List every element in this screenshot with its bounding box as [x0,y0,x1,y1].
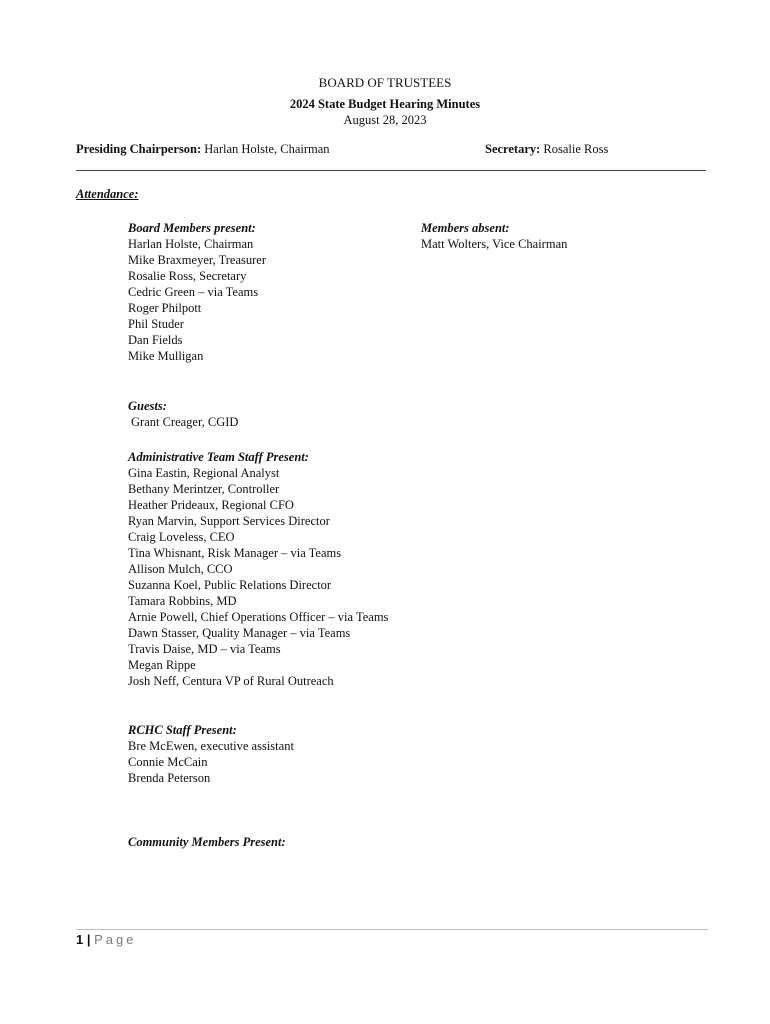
list-item: Tina Whisnant, Risk Manager – via Teams [128,546,342,560]
page-number: 1 [76,932,84,947]
guests-section [128,398,238,430]
list-item: Bre McEwen, executive assistant [128,739,294,753]
list-item: Matt Wolters, Vice Chairman [421,237,568,251]
secretary-label: Secretary: [485,142,541,156]
list-item: Megan Rippe [128,658,196,672]
page-footer [76,932,137,947]
list-item: Gina Eastin, Regional Analyst [128,466,280,480]
list-item: Tamara Robbins, MD [128,594,237,608]
list-item: Ryan Marvin, Support Services Director [128,514,330,528]
community-members-section [128,834,286,850]
header-divider [76,170,706,171]
list-item: Dawn Stasser, Quality Manager – via Teams [128,626,351,640]
rchc-staff-section [128,722,294,786]
secretary-value: Rosalie Ross [543,142,609,156]
list-item: Cedric Green – via Teams [128,285,259,299]
org-heading: BOARD OF TRUSTEES [318,75,452,90]
document-title: 2024 State Budget Hearing Minutes [289,97,481,111]
list-item: Suzanna Koel, Public Relations Director [128,578,332,592]
admin-staff-heading: Administrative Team Staff Present: [128,450,309,464]
list-item: Allison Mulch, CCO [128,562,233,576]
page-separator: | [86,932,91,947]
list-item: Grant Creager, CGID [131,415,239,429]
members-absent-heading: Members absent: [421,221,510,235]
secretary [485,142,608,157]
page-label: Page [94,932,137,947]
admin-staff-section [128,449,388,689]
list-item: Roger Philpott [128,301,202,315]
members-absent-section [421,220,567,252]
list-item: Bethany Merintzer, Controller [128,482,280,496]
footer-divider [76,929,708,930]
presiding-chairperson [76,142,330,157]
community-members-heading: Community Members Present: [128,835,286,849]
list-item: Mike Mulligan [128,349,204,363]
list-item: Brenda Peterson [128,771,211,785]
attendance-heading: Attendance: [76,187,139,201]
list-item: Travis Daise, MD – via Teams [128,642,281,656]
list-item: Rosalie Ross, Secretary [128,269,247,283]
list-item: Josh Neff, Centura VP of Rural Outreach [128,674,334,688]
list-item: Harlan Holste, Chairman [128,237,254,251]
presiding-label: Presiding Chairperson: [76,142,202,156]
list-item: Mike Braxmeyer, Treasurer [128,253,267,267]
list-item: Connie McCain [128,755,208,769]
presiding-value: Harlan Holste, Chairman [204,142,330,156]
list-item: Dan Fields [128,333,183,347]
list-item: Phil Studer [128,317,184,331]
meeting-date: August 28, 2023 [343,113,427,127]
list-item: Craig Loveless, CEO [128,530,235,544]
board-members-heading: Board Members present: [128,221,256,235]
board-members-present-section [128,220,266,364]
list-item: Heather Prideaux, Regional CFO [128,498,294,512]
rchc-staff-heading: RCHC Staff Present: [128,723,237,737]
list-item: Arnie Powell, Chief Operations Officer – via Teams [128,610,389,624]
guests-heading: Guests: [128,399,167,413]
